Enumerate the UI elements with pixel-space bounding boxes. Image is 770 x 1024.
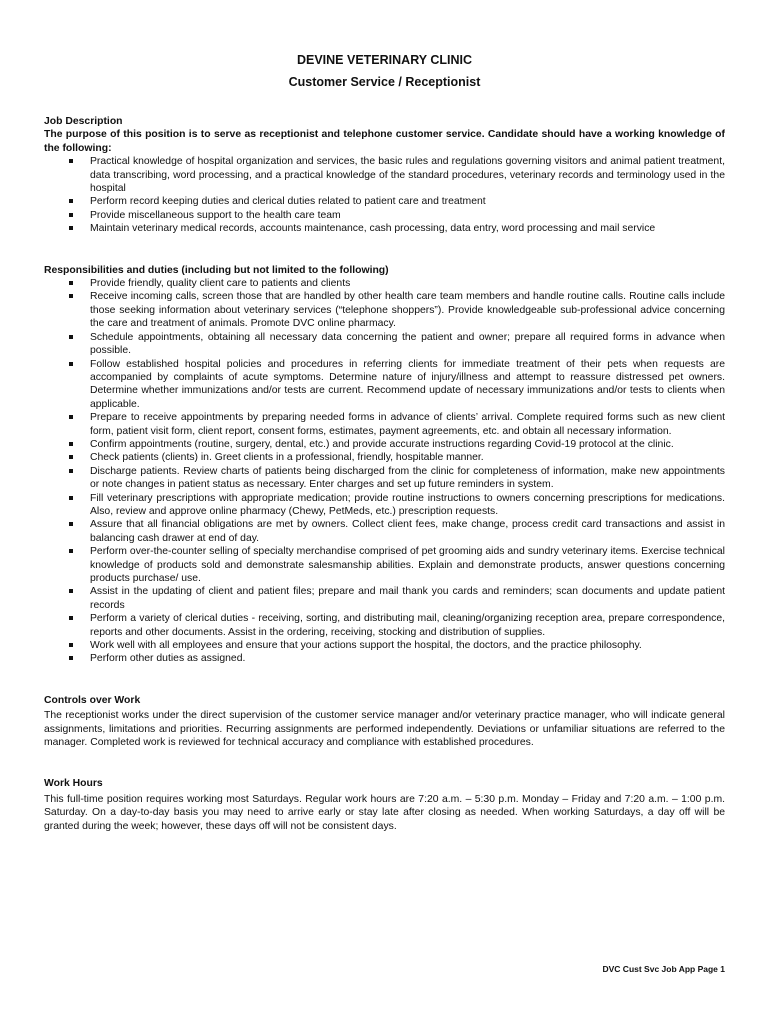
list-item: Assure that all financial obligations are met by owners. Collect client fees, make change, process credit card transactions and assist in balancing cash drawer at end of day. <box>44 518 725 545</box>
list-item: Discharge patients. Review charts of patients being discharged from the clinic for completeness of information, make new appointments or note changes in patient status as necessary. Enter charges and set up future reminders in system. <box>44 465 725 492</box>
list-item: Provide miscellaneous support to the health care team <box>44 209 725 222</box>
responsibilities-list <box>44 277 725 666</box>
work-hours-body: This full-time position requires working most Saturdays. Regular work hours are 7:20 a.m. – 5:30 p.m. Monday – Friday and 7:20 a.m. – 1:00 p.m. Saturday. On a day-to-day basis you may need to arrive early or stay late after closing as needed. When working Saturdays, a day off will be granted during the week; however, these days off will not be consistent days. <box>44 793 725 832</box>
job-description-heading: Job Description <box>44 116 123 127</box>
list-item: Schedule appointments, obtaining all necessary data concerning the patient and owner; prepare all required forms in advance when possible. <box>44 331 725 358</box>
list-item: Perform a variety of clerical duties - receiving, sorting, and distributing mail, cleaning/organizing reception area, prepare correspondence, reports and other documents. Assist in the ordering, receiving, stocking and distribution of supplies. <box>44 612 725 639</box>
responsibilities-section <box>44 264 725 666</box>
job-description-list <box>44 155 725 235</box>
job-description-section <box>44 115 725 236</box>
document-header <box>44 50 725 92</box>
list-item: Follow established hospital policies and procedures in referring clients for immediate treatment of their pets when requests are accompanied by complaints of acute symptoms. Determine nature of injury/illness and attempt to reassure distressed pet owners. Determine whether immunizations and/or tests are current. Recommend update of necessary immunizations and/or tests to clients when applicable. <box>44 358 725 412</box>
page-footer: DVC Cust Svc Job App Page 1 <box>602 964 725 974</box>
list-item: Work well with all employees and ensure that your actions support the hospital, the doctors, and the practice philosophy. <box>44 639 725 652</box>
work-hours-section <box>44 777 725 833</box>
list-item: Perform other duties as assigned. <box>44 652 725 665</box>
clinic-title: DEVINE VETERINARY CLINIC <box>296 53 473 67</box>
work-hours-heading: Work Hours <box>44 778 103 790</box>
list-item: Fill veterinary prescriptions with appropriate medication; provide routine instructions to owners concerning prescriptions for medications. Also, review and approve online pharmacy (Chewy, PetMeds, etc.) prescription requests. <box>44 492 725 519</box>
controls-body: The receptionist works under the direct supervision of the customer service manager and/or veterinary practice manager, who will indicate general assignments, limitations and priorities. Recurring assignments are performed independently. Deviations or unfamiliar situations are referred to the manager. Completed work is reviewed for technical accuracy and compliance with established procedures. <box>44 710 725 749</box>
list-item: Perform over-the-counter selling of specialty merchandise comprised of pet grooming aids and sundry veterinary items. Exercise technical knowledge of products sold and demonstrate salesmanship abilities. Explain and demonstrate products, answer questions concerning products purchase/ use. <box>44 545 725 585</box>
job-description-intro: The purpose of this position is to serve as receptionist and telephone customer service. Candidate should have a working knowledge of the following: <box>44 129 725 154</box>
list-item: Check patients (clients) in. Greet clients in a professional, friendly, hospitable manner. <box>44 451 725 464</box>
position-title: Customer Service / Receptionist <box>288 75 481 89</box>
list-item: Practical knowledge of hospital organization and services, the basic rules and regulations governing visitors and animal patient treatment, data transcribing, word processing, and a practical knowledge of the standard procedures, veterinary records and terminology used in the hospital <box>44 155 725 195</box>
list-item: Receive incoming calls, screen those that are handled by other health care team members and handle routine calls. Routine calls include those seeking information about veterinary services (“telephone shoppers”). Provide knowledgeable sub-professional advice concerning the care and treatment of animals. Promote DVC online pharmacy. <box>44 290 725 330</box>
controls-section <box>44 694 725 750</box>
controls-heading: Controls over Work <box>44 694 141 706</box>
list-item: Provide friendly, quality client care to patients and clients <box>44 277 725 290</box>
list-item: Prepare to receive appointments by preparing needed forms in advance of clients’ arrival. Complete required forms such as new client form, patient visit form, client report, consent forms, estimates, payment agreements, etc. and obtain all necessary information. <box>44 411 725 438</box>
list-item: Maintain veterinary medical records, accounts maintenance, cash processing, data entry, word processing and mail service <box>44 222 725 235</box>
list-item: Confirm appointments (routine, surgery, dental, etc.) and provide accurate instructions regarding Covid-19 protocol at the clinic. <box>44 438 725 451</box>
list-item: Perform record keeping duties and clerical duties related to patient care and treatment <box>44 195 725 208</box>
list-item: Assist in the updating of client and patient files; prepare and mail thank you cards and reminders; scan documents and update patient records <box>44 585 725 612</box>
responsibilities-heading: Responsibilities and duties (including but not limited to the following) <box>44 264 389 276</box>
